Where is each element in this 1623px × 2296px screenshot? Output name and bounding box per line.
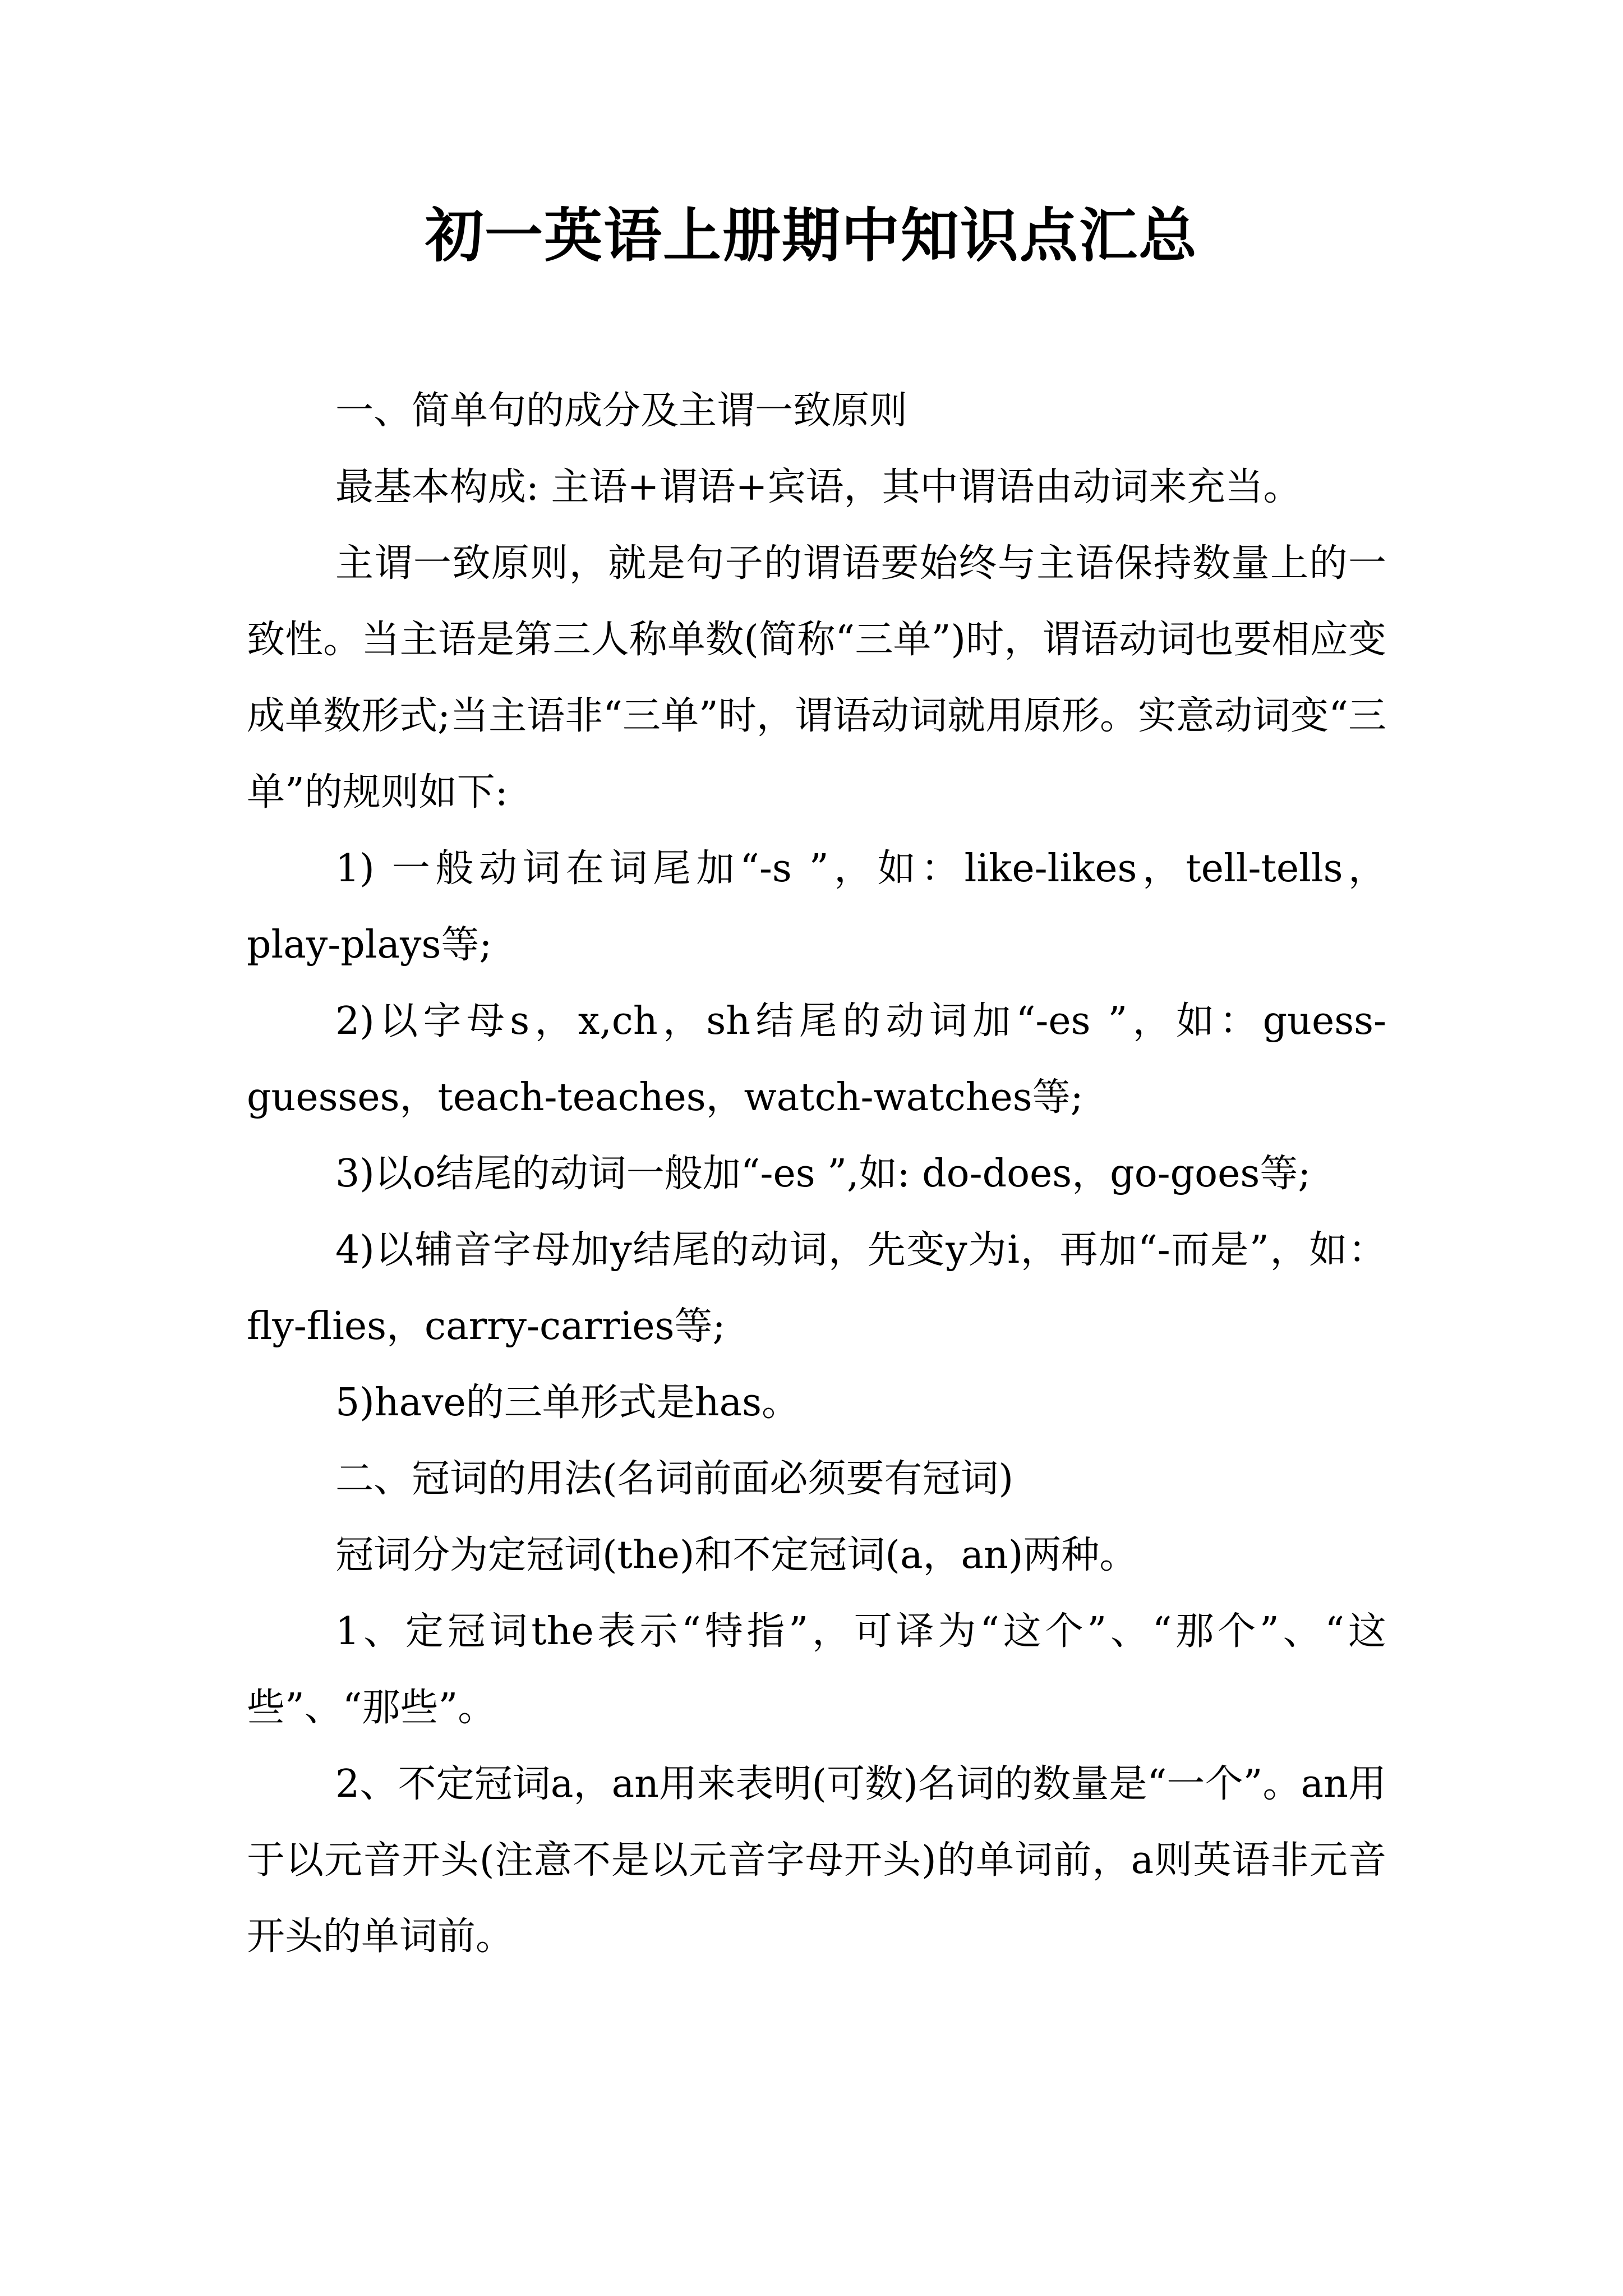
rule-item-3: 3)以o结尾的动词一般加“-es ”,如: do-does，go-goes等; xyxy=(335,1152,1311,1196)
section-heading-1: 一、简单句的成分及主谓一致原则 xyxy=(335,389,908,433)
rule-item-1: 1) 一般动词在词尾加“-s ”，如：like-likes，tell-tells，play-plays等; xyxy=(247,846,1386,967)
rule-item-5: 5)have的三单形式是has。 xyxy=(335,1381,800,1425)
document-body xyxy=(247,373,1386,1975)
section-heading-2: 二、冠词的用法(名词前面必须要有冠词) xyxy=(335,1457,1014,1501)
paragraph-agreement-rule: 主谓一致原则，就是句子的谓语要始终与主语保持数量上的一致性。当主语是第三人称单数(简称“三单”)时，谓语动词也要相应变成单数形式;当主语非“三单”时，谓语动词就用原形。实意动词变“三单”的规则如下: xyxy=(247,541,1386,815)
rule-item-2: 2)以字母s，x,ch，sh结尾的动词加“-es ”，如：guess-guesses，teach-teaches，watch-watches等; xyxy=(247,999,1386,1120)
paragraph-definite-article: 1、定冠词the表示“特指”，可译为“这个”、“那个”、“这些”、“那些”。 xyxy=(247,1609,1386,1730)
paragraph-article-types: 冠词分为定冠词(the)和不定冠词(a，an)两种。 xyxy=(335,1533,1138,1577)
rule-item-4: 4)以辅音字母加y结尾的动词，先变y为i，再加“-而是”，如：fly-flies，carry-carries等; xyxy=(247,1228,1386,1349)
paragraph-indefinite-article: 2、不定冠词a，an用来表明(可数)名词的数量是“一个”。an用于以元音开头(注意不是以元音字母开头)的单词前，a则英语非元音开头的单词前。 xyxy=(247,1762,1386,1959)
paragraph-basic-structure: 最基本构成: 主语+谓语+宾语，其中谓语由动词来充当。 xyxy=(335,465,1302,509)
document-title: 初一英语上册期中知识点汇总 xyxy=(425,201,1198,270)
